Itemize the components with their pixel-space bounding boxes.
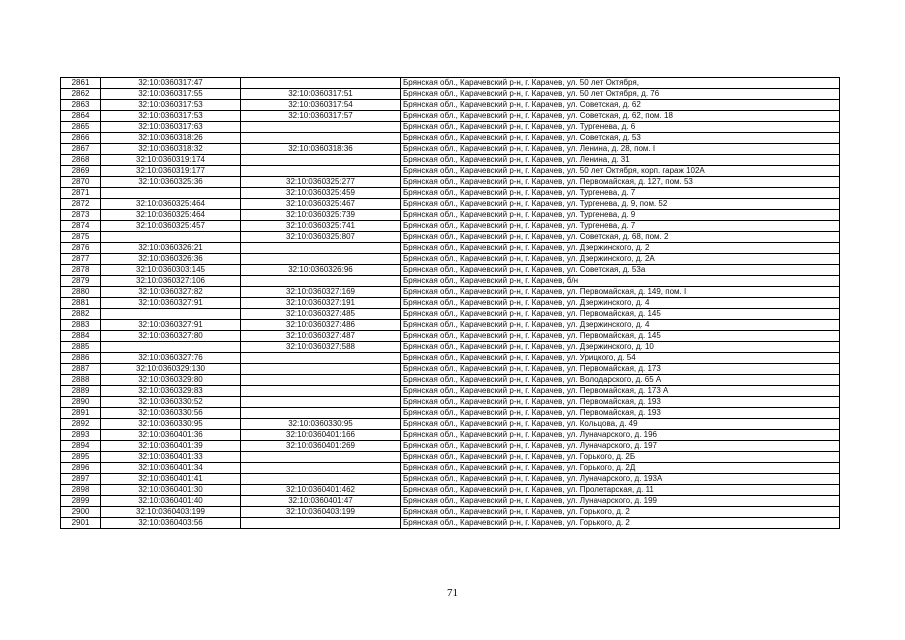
table-row	[61, 430, 840, 441]
cadastral-number-cell: 32:10:0360329:130	[101, 364, 241, 375]
address-cell: Брянская обл., Карачевский р-н, г. Карачев, ул. Советская, д. 53а	[401, 265, 840, 276]
table-row	[61, 155, 840, 166]
address-cell: Брянская обл., Карачевский р-н, г. Карачев, ул. Первомайская, д. 149, пом. I	[401, 287, 840, 298]
related-cadastral-number-cell	[241, 474, 401, 485]
address-cell: Брянская обл., Карачевский р-н, г. Карачев, ул. Володарского, д. 65 А	[401, 375, 840, 386]
table-row	[61, 89, 840, 100]
row-number-cell: 2879	[61, 276, 101, 287]
address-cell: Брянская обл., Карачевский р-н, г. Карачев, ул. Первомайская, д. 173	[401, 364, 840, 375]
row-number-cell: 2865	[61, 122, 101, 133]
table-row	[61, 122, 840, 133]
row-number-cell: 2875	[61, 232, 101, 243]
address-cell: Брянская обл., Карачевский р-н, г. Карачев, ул. Луначарского, д. 193А	[401, 474, 840, 485]
related-cadastral-number-cell: 32:10:0360325:467	[241, 199, 401, 210]
cadastral-number-cell: 32:10:0360317:63	[101, 122, 241, 133]
table-row	[61, 474, 840, 485]
cadastral-number-cell: 32:10:0360326:21	[101, 243, 241, 254]
row-number-cell: 2874	[61, 221, 101, 232]
cadastral-number-cell: 32:10:0360401:36	[101, 430, 241, 441]
related-cadastral-number-cell	[241, 133, 401, 144]
row-number-cell: 2884	[61, 331, 101, 342]
related-cadastral-number-cell: 32:10:0360401:462	[241, 485, 401, 496]
row-number-cell: 2866	[61, 133, 101, 144]
table-row	[61, 199, 840, 210]
row-number-cell: 2870	[61, 177, 101, 188]
table-row	[61, 452, 840, 463]
cadastral-number-cell: 32:10:0360325:36	[101, 177, 241, 188]
address-cell: Брянская обл., Карачевский р-н, г. Карачев, ул. Тургенева, д. 7	[401, 221, 840, 232]
row-number-cell: 2888	[61, 375, 101, 386]
address-cell: Брянская обл., Карачевский р-н, г. Карачев, ул. 50 лет Октября,	[401, 78, 840, 89]
table-row	[61, 133, 840, 144]
cadastral-number-cell: 32:10:0360317:47	[101, 78, 241, 89]
table-row	[61, 507, 840, 518]
address-cell: Брянская обл., Карачевский р-н, г. Карачев, ул. Луначарского, д. 199	[401, 496, 840, 507]
address-cell: Брянская обл., Карачевский р-н, г. Карачев, ул. Тургенева, д. 6	[401, 122, 840, 133]
related-cadastral-number-cell: 32:10:0360330:95	[241, 419, 401, 430]
cadastral-number-cell: 32:10:0360327:80	[101, 331, 241, 342]
row-number-cell: 2900	[61, 507, 101, 518]
cadastral-number-cell	[101, 342, 241, 353]
address-cell: Брянская обл., Карачевский р-н, г. Карачев, ул. 50 лет Октября, корп. гараж 102А	[401, 166, 840, 177]
related-cadastral-number-cell: 32:10:0360327:191	[241, 298, 401, 309]
cadastral-number-cell: 32:10:0360317:55	[101, 89, 241, 100]
address-cell: Брянская обл., Карачевский р-н, г. Карачев, ул. Кольцова, д. 49	[401, 419, 840, 430]
table-row	[61, 419, 840, 430]
row-number-cell: 2862	[61, 89, 101, 100]
table-row	[61, 144, 840, 155]
table-row	[61, 364, 840, 375]
row-number-cell: 2868	[61, 155, 101, 166]
cadastral-number-cell: 32:10:0360317:53	[101, 111, 241, 122]
related-cadastral-number-cell: 32:10:0360317:54	[241, 100, 401, 111]
related-cadastral-number-cell	[241, 408, 401, 419]
row-number-cell: 2892	[61, 419, 101, 430]
address-cell: Брянская обл., Карачевский р-н, г. Карачев, ул. Первомайская, д. 145	[401, 309, 840, 320]
related-cadastral-number-cell: 32:10:0360317:51	[241, 89, 401, 100]
related-cadastral-number-cell: 32:10:0360401:269	[241, 441, 401, 452]
related-cadastral-number-cell: 32:10:0360326:96	[241, 265, 401, 276]
cadastral-number-cell: 32:10:0360318:32	[101, 144, 241, 155]
related-cadastral-number-cell	[241, 375, 401, 386]
address-cell: Брянская обл., Карачевский р-н, г. Карачев, ул. Дзержинского, д. 4	[401, 320, 840, 331]
table-row	[61, 408, 840, 419]
row-number-cell: 2869	[61, 166, 101, 177]
table-row	[61, 496, 840, 507]
cadastral-number-cell: 32:10:0360319:174	[101, 155, 241, 166]
cadastral-number-cell: 32:10:0360327:91	[101, 298, 241, 309]
row-number-cell: 2887	[61, 364, 101, 375]
related-cadastral-number-cell: 32:10:0360325:741	[241, 221, 401, 232]
row-number-cell: 2861	[61, 78, 101, 89]
table-row	[61, 309, 840, 320]
table-row	[61, 463, 840, 474]
related-cadastral-number-cell: 32:10:0360327:487	[241, 331, 401, 342]
table-row	[61, 265, 840, 276]
related-cadastral-number-cell: 32:10:0360327:169	[241, 287, 401, 298]
cadastral-number-cell: 32:10:0360327:76	[101, 353, 241, 364]
cadastral-number-cell: 32:10:0360325:464	[101, 210, 241, 221]
table-row	[61, 353, 840, 364]
row-number-cell: 2893	[61, 430, 101, 441]
cadastral-number-cell: 32:10:0360327:91	[101, 320, 241, 331]
related-cadastral-number-cell: 32:10:0360318:36	[241, 144, 401, 155]
table-row	[61, 254, 840, 265]
related-cadastral-number-cell: 32:10:0360325:459	[241, 188, 401, 199]
registry-table	[60, 77, 840, 529]
address-cell: Брянская обл., Карачевский р-н, г. Карачев, ул. Горького, д. 2Б	[401, 452, 840, 463]
address-cell: Брянская обл., Карачевский р-н, г. Карачев, ул. Первомайская, д. 145	[401, 331, 840, 342]
table-row	[61, 78, 840, 89]
related-cadastral-number-cell: 32:10:0360327:485	[241, 309, 401, 320]
related-cadastral-number-cell	[241, 254, 401, 265]
table-row	[61, 243, 840, 254]
cadastral-number-cell: 32:10:0360403:199	[101, 507, 241, 518]
row-number-cell: 2872	[61, 199, 101, 210]
row-number-cell: 2871	[61, 188, 101, 199]
related-cadastral-number-cell	[241, 364, 401, 375]
address-cell: Брянская обл., Карачевский р-н, г. Карачев, ул. Первомайская, д. 193	[401, 408, 840, 419]
cadastral-number-cell: 32:10:0360326:36	[101, 254, 241, 265]
related-cadastral-number-cell: 32:10:0360401:166	[241, 430, 401, 441]
related-cadastral-number-cell	[241, 122, 401, 133]
cadastral-number-cell: 32:10:0360330:52	[101, 397, 241, 408]
cadastral-number-cell: 32:10:0360401:41	[101, 474, 241, 485]
table-row	[61, 232, 840, 243]
related-cadastral-number-cell	[241, 452, 401, 463]
table-row	[61, 331, 840, 342]
table-row	[61, 375, 840, 386]
related-cadastral-number-cell	[241, 463, 401, 474]
address-cell: Брянская обл., Карачевский р-н, г. Карачев, б/н	[401, 276, 840, 287]
row-number-cell: 2864	[61, 111, 101, 122]
related-cadastral-number-cell	[241, 276, 401, 287]
row-number-cell: 2863	[61, 100, 101, 111]
row-number-cell: 2880	[61, 287, 101, 298]
row-number-cell: 2876	[61, 243, 101, 254]
table-row	[61, 111, 840, 122]
cadastral-number-cell: 32:10:0360329:80	[101, 375, 241, 386]
cadastral-number-cell: 32:10:0360329:83	[101, 386, 241, 397]
address-cell: Брянская обл., Карачевский р-н, г. Карачев, ул. Луначарского, д. 196	[401, 430, 840, 441]
row-number-cell: 2885	[61, 342, 101, 353]
row-number-cell: 2877	[61, 254, 101, 265]
cadastral-number-cell: 32:10:0360401:34	[101, 463, 241, 474]
cadastral-number-cell: 32:10:0360401:33	[101, 452, 241, 463]
row-number-cell: 2886	[61, 353, 101, 364]
address-cell: Брянская обл., Карачевский р-н, г. Карачев, ул. Дзержинского, д. 4	[401, 298, 840, 309]
table-row	[61, 485, 840, 496]
row-number-cell: 2873	[61, 210, 101, 221]
address-cell: Брянская обл., Карачевский р-н, г. Карачев, ул. Горького, д. 2	[401, 518, 840, 529]
table-row	[61, 441, 840, 452]
address-cell: Брянская обл., Карачевский р-н, г. Карачев, ул. Ленина, д. 31	[401, 155, 840, 166]
row-number-cell: 2897	[61, 474, 101, 485]
cadastral-number-cell: 32:10:0360330:95	[101, 419, 241, 430]
address-cell: Брянская обл., Карачевский р-н, г. Карачев, ул. Дзержинского, д. 2	[401, 243, 840, 254]
row-number-cell: 2889	[61, 386, 101, 397]
related-cadastral-number-cell: 32:10:0360403:199	[241, 507, 401, 518]
address-cell: Брянская обл., Карачевский р-н, г. Карачев, ул. Горького, д. 2Д	[401, 463, 840, 474]
related-cadastral-number-cell: 32:10:0360325:739	[241, 210, 401, 221]
related-cadastral-number-cell	[241, 386, 401, 397]
address-cell: Брянская обл., Карачевский р-н, г. Карачев, ул. Ленина, д. 28, пом. I	[401, 144, 840, 155]
address-cell: Брянская обл., Карачевский р-н, г. Карачев, ул. 50 лет Октября, д. 76	[401, 89, 840, 100]
row-number-cell: 2891	[61, 408, 101, 419]
cadastral-number-cell: 32:10:0360319:177	[101, 166, 241, 177]
table-row	[61, 386, 840, 397]
row-number-cell: 2901	[61, 518, 101, 529]
table-row	[61, 188, 840, 199]
related-cadastral-number-cell	[241, 518, 401, 529]
related-cadastral-number-cell: 32:10:0360401:47	[241, 496, 401, 507]
address-cell: Брянская обл., Карачевский р-н, г. Карачев, ул. Дзержинского, д. 2А	[401, 254, 840, 265]
table-row	[61, 100, 840, 111]
address-cell: Брянская обл., Карачевский р-н, г. Карачев, ул. Тургенева, д. 9, пом. 52	[401, 199, 840, 210]
table-row	[61, 397, 840, 408]
cadastral-number-cell: 32:10:0360403:56	[101, 518, 241, 529]
address-cell: Брянская обл., Карачевский р-н, г. Карачев, ул. Дзержинского, д. 10	[401, 342, 840, 353]
cadastral-number-cell	[101, 309, 241, 320]
address-cell: Брянская обл., Карачевский р-н, г. Карачев, ул. Луначарского, д. 197	[401, 441, 840, 452]
cadastral-number-cell: 32:10:0360330:56	[101, 408, 241, 419]
cadastral-number-cell: 32:10:0360327:82	[101, 287, 241, 298]
table-row	[61, 298, 840, 309]
registry-table-body	[61, 78, 840, 529]
related-cadastral-number-cell	[241, 243, 401, 254]
address-cell: Брянская обл., Карачевский р-н, г. Карачев, ул. Первомайская, д. 127, пом. 53	[401, 177, 840, 188]
table-row	[61, 221, 840, 232]
row-number-cell: 2882	[61, 309, 101, 320]
row-number-cell: 2867	[61, 144, 101, 155]
address-cell: Брянская обл., Карачевский р-н, г. Карачев, ул. Советская, д. 68, пом. 2	[401, 232, 840, 243]
cadastral-number-cell: 32:10:0360401:30	[101, 485, 241, 496]
table-row	[61, 518, 840, 529]
table-row	[61, 287, 840, 298]
related-cadastral-number-cell	[241, 397, 401, 408]
related-cadastral-number-cell: 32:10:0360317:57	[241, 111, 401, 122]
table-row	[61, 276, 840, 287]
cadastral-number-cell: 32:10:0360317:53	[101, 100, 241, 111]
row-number-cell: 2881	[61, 298, 101, 309]
related-cadastral-number-cell	[241, 166, 401, 177]
address-cell: Брянская обл., Карачевский р-н, г. Карачев, ул. Советская, д. 53	[401, 133, 840, 144]
cadastral-number-cell: 32:10:0360401:40	[101, 496, 241, 507]
related-cadastral-number-cell	[241, 353, 401, 364]
page-number: 71	[447, 587, 458, 599]
address-cell: Брянская обл., Карачевский р-н, г. Карачев, ул. Горького, д. 2	[401, 507, 840, 518]
related-cadastral-number-cell: 32:10:0360327:588	[241, 342, 401, 353]
cadastral-number-cell: 32:10:0360325:457	[101, 221, 241, 232]
row-number-cell: 2890	[61, 397, 101, 408]
table-row	[61, 166, 840, 177]
address-cell: Брянская обл., Карачевский р-н, г. Карачев, ул. Советская, д. 62	[401, 100, 840, 111]
address-cell: Брянская обл., Карачевский р-н, г. Карачев, ул. Тургенева, д. 9	[401, 210, 840, 221]
table-row	[61, 320, 840, 331]
row-number-cell: 2898	[61, 485, 101, 496]
related-cadastral-number-cell: 32:10:0360325:277	[241, 177, 401, 188]
related-cadastral-number-cell: 32:10:0360325:807	[241, 232, 401, 243]
row-number-cell: 2899	[61, 496, 101, 507]
cadastral-number-cell	[101, 232, 241, 243]
cadastral-number-cell: 32:10:0360401:39	[101, 441, 241, 452]
address-cell: Брянская обл., Карачевский р-н, г. Карачев, ул. Пролетарская, д. 11	[401, 485, 840, 496]
row-number-cell: 2896	[61, 463, 101, 474]
address-cell: Брянская обл., Карачевский р-н, г. Карачев, ул. Первомайская, д. 193	[401, 397, 840, 408]
row-number-cell: 2883	[61, 320, 101, 331]
cadastral-number-cell: 32:10:0360327:106	[101, 276, 241, 287]
address-cell: Брянская обл., Карачевский р-н, г. Карачев, ул. Урицкого, д. 54	[401, 353, 840, 364]
table-row	[61, 210, 840, 221]
related-cadastral-number-cell	[241, 78, 401, 89]
cadastral-number-cell	[101, 188, 241, 199]
address-cell: Брянская обл., Карачевский р-н, г. Карачев, ул. Советская, д. 62, пом. 18	[401, 111, 840, 122]
row-number-cell: 2895	[61, 452, 101, 463]
table-row	[61, 177, 840, 188]
row-number-cell: 2878	[61, 265, 101, 276]
address-cell: Брянская обл., Карачевский р-н, г. Карачев, ул. Тургенева, д. 7	[401, 188, 840, 199]
row-number-cell: 2894	[61, 441, 101, 452]
related-cadastral-number-cell	[241, 155, 401, 166]
cadastral-number-cell: 32:10:0360318:26	[101, 133, 241, 144]
cadastral-number-cell: 32:10:0360325:464	[101, 199, 241, 210]
table-row	[61, 342, 840, 353]
related-cadastral-number-cell: 32:10:0360327:486	[241, 320, 401, 331]
address-cell: Брянская обл., Карачевский р-н, г. Карачев, ул. Первомайская, д. 173 А	[401, 386, 840, 397]
cadastral-number-cell: 32:10:0360303:145	[101, 265, 241, 276]
